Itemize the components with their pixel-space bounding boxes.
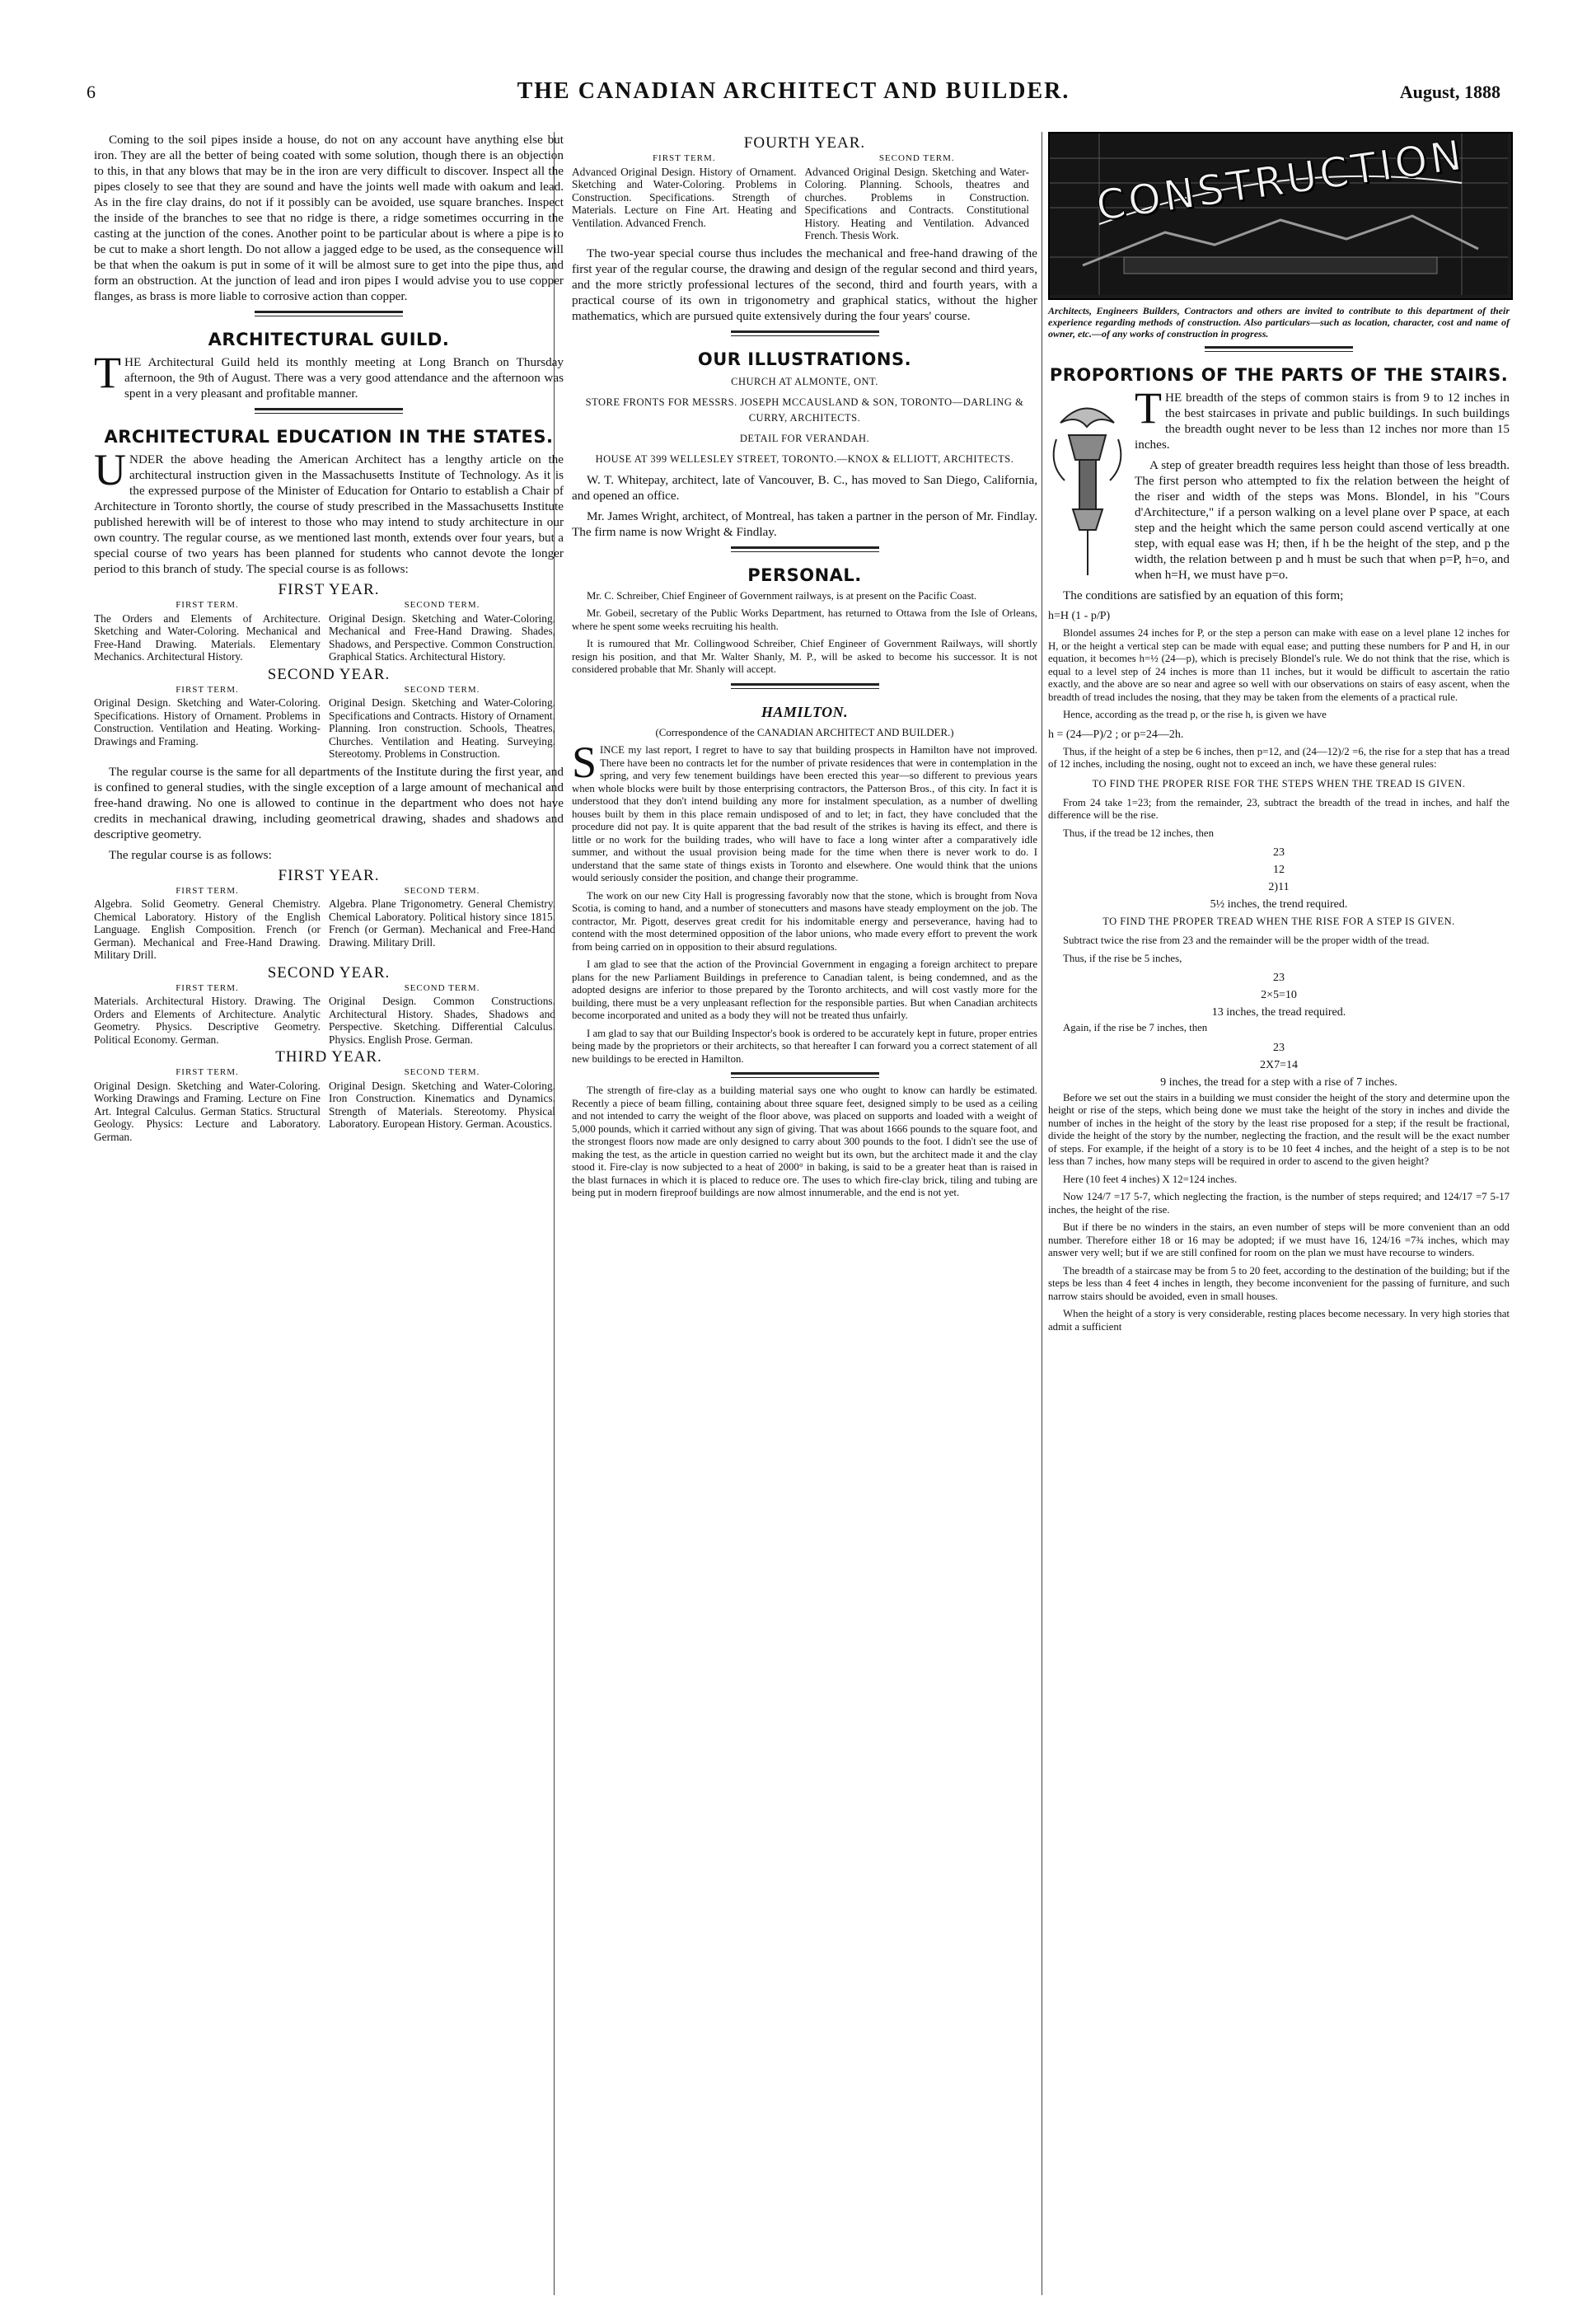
fireclay-paragraph: The strength of fire-clay as a building material says one who ought to know can hardly be estimated. Recently a piece of beam filling, containing about three square feet, designed simply to be used as a ceiling and not intended to carry the weight of the floor above, was placed on supports and loaded with a weight of 5,000 pounds, which it carried without any sign of giving. That was about 1666 pounds to the square foot, and the strongest floors now made are only designed to carry about 300 pounds to the foot. I didn't see the use of making the test, as the article in question carried no weight but its own, but the architect made it and the clay stood it. Fire-clay is now subjected to a heat of 2000° in baking, is said to be a greater heat than is raised in the blast furnaces in which it is placed to reduce ore. The uses to which fire-clay brick, tiling and tubing are being put in modern fireproof buildings are now almost innumerable, and the end is not yet. (572, 1085, 1037, 1198)
column-1 (94, 132, 564, 1146)
term-label: FIRST TERM. (176, 885, 239, 896)
stairs-paragraph: Thus, if the height of a step be 6 inches, then p=12, and (24—12)/2 =6, the rise for a step that has a tread of 12 inches, including the nosing, ought not to exceed an inch, we have these general rules: (1048, 745, 1510, 770)
course-table (94, 599, 564, 663)
stairs-paragraph: From 24 take 1=23; from the remainder, 23, subtract the breadth of the tread in inches, and half the difference will be the rise. (1048, 796, 1510, 821)
term-label: SECOND TERM. (404, 982, 480, 993)
term-label: FIRST TERM. (652, 153, 716, 163)
rule-heading: TO FIND THE PROPER TREAD WHEN THE RISE FOR A STEP IS GIVEN. (1102, 916, 1455, 927)
separator-rule (255, 311, 403, 316)
calc-line: 23 (1273, 1041, 1285, 1054)
hamilton-heading: HAMILTON. (761, 703, 849, 720)
rule-heading: TO FIND THE PROPER RISE FOR THE STEPS WHEN THE TREAD IS GIVEN. (1092, 777, 1466, 790)
regular-course-intro: The regular course is as follows: (109, 847, 272, 862)
regular-first-year: FIRST YEAR. (278, 866, 380, 884)
guild-heading: ARCHITECTURAL GUILD. (208, 330, 450, 349)
personal-item: Mr. C. Schreiber, Chief Engineer of Government railways, is at present on the Pacific Coast. (587, 589, 977, 602)
term-label: FIRST TERM. (176, 1067, 239, 1077)
term-subjects: Original Design. Sketching and Water-Coloring. Working Drawings and Framing. Lecture on Fine Art. Integral Calculus. German Statics. Structural Geology. Physics: Lecture and Laboratory. German. (94, 1079, 321, 1143)
illustrations-heading: OUR ILLUSTRATIONS. (697, 349, 912, 369)
term-subjects: Original Design. Sketching and Water-Coloring. Iron Construction. Kinematics and Dynamics. Strength of Materials. Stereotomy. Physical Laboratory. European History. German. Acoustics. (329, 1079, 555, 1130)
calc-line: 12 (1273, 864, 1285, 876)
hamilton-subheading: (Correspondence of the CANADIAN ARCHITECT AND BUILDER.) (655, 726, 954, 738)
separator-rule (731, 546, 879, 552)
stairs-paragraph: Hence, according as the tread p, or the rise h, is given we have (1063, 709, 1327, 720)
issue-date: August, 1888 (1399, 82, 1500, 102)
separator-rule (731, 1072, 879, 1078)
equation: h=H (1 - p/P) (1048, 610, 1111, 622)
page-header (87, 78, 1500, 111)
banner-caption: Architects, Engineers Builders, Contractors and others are invited to contribute to this department of their experience regarding methods of construction. Also particulars—such as location, character, cost and name of owner, etc.—of any works of construction in progress. (1048, 305, 1510, 340)
term-subjects: Original Design. Sketching and Water-Coloring. Specifications. History of Ornament. Problems in Construction. Ventilation and Heating. Working-Drawings and Framing. (94, 696, 321, 747)
course-table (94, 1066, 564, 1143)
whitepay-paragraph: W. T. Whitepay, architect, late of Vancouver, B. C., has moved to San Diego, California, and opened an office. (572, 472, 1037, 503)
hamilton-paragraph: I am glad to see that the action of the Provincial Government in engaging a foreign architect to prepare plans for the new Parliament Buildings in preference to Canadian talent, is being condemned, and as the adopted designs are inferior to those prepared by the Toronto architects, and will cost vastly more for the building, there must be a very unpleasant reflection for the responsible parties. But when Canadian architects become incorporated and united as a body they will not be treated thus unfairly. (572, 958, 1037, 1021)
personal-item: Mr. Gobeil, secretary of the Public Works Department, has returned to Ottawa from the Isle of Orleans, where he spent some weeks recruiting his health. (572, 607, 1037, 632)
calc-line: 2X7=14 (1259, 1058, 1298, 1071)
term-subjects: Original Design. Common Constructions. Architectural History. Shades, Shadows and Perspective. Sketching. Differential Calculus. Physics. English Prose. German. (329, 995, 555, 1046)
term-subjects: Original Design. Sketching and Water-Coloring. Mechanical and Free-Hand Drawing. Shades, Shadows, and Perspective. Common Construction. Graphical Statics. Architectural History. (329, 611, 555, 663)
regular-third-year: THIRD YEAR. (275, 1048, 382, 1066)
separator-rule (731, 683, 879, 689)
special-course-paragraph: The two-year special course thus includes the mechanical and free-hand drawing of the first year of the regular course, the drawing and design of the regular second and third years, and the more strictly professional lectures of the second, third and fourth years, with a practical course of its own in trigonometry and graphical statics, without the higher mathematics, which are pursued quite extensively during the four years' course. (572, 246, 1037, 323)
term-subjects: Original Design. Sketching and Water-Coloring. Specifications and Contracts. History of Ornament. Planning. Iron construction. Schools, Theatres, Churches. Ventilation and Heating. Surveying. Stereotomy. Problems in Construction. (329, 696, 555, 760)
stairs-paragraph: When the height of a story is very considerable, resting places become necessary. In very high stories that admit a sufficient (1048, 1308, 1510, 1333)
calc-line: 23 (1273, 846, 1285, 859)
term-label: FIRST TERM. (176, 600, 239, 610)
calc-line: 13 inches, the tread required. (1211, 1006, 1346, 1019)
regular-course-paragraph: The regular course is the same for all departments of the Institute during the first year, and is confined to general studies, with the single exception of a large amount of mechanical and free-hand drawing. No one is allowed to continue in the department who does not have credits in mechanical drawing, including geometrical drawing, shades and shadows and descriptive geometry. (94, 764, 564, 841)
guild-paragraph: THE Architectural Guild held its monthly meeting at Long Branch on Thursday afternoon, the 9th of August. There was a very good attendance and the afternoon was spent in a very pleasant and profitable manner. (94, 348, 564, 401)
regular-second-year: SECOND YEAR. (267, 963, 391, 982)
equation: h = (24—P)/2 ; or p=24—2h. (1048, 728, 1184, 741)
personal-item: It is rumoured that Mr. Collingwood Schreiber, Chief Engineer of Government Railways, will shortly resign his position, and that Mr. Walter Shanly, M. P., will be asked to become his successor. It is not considered probable that Mr. Shanly will accept. (572, 638, 1037, 675)
separator-rule (255, 408, 403, 414)
stairs-paragraph: THE breadth of the steps of common stairs is from 9 to 12 inches in the best staircases in private and public buildings. In such buildings the breadth ought never to be less than 12 inches nor more than 15 inches. (1135, 383, 1510, 452)
calc-line: 5½ inches, the trend required. (1210, 898, 1348, 911)
term-label: SECOND TERM. (404, 600, 480, 610)
personal-heading: PERSONAL. (747, 565, 862, 585)
term-subjects: Advanced Original Design. Sketching and Water-Coloring. Planning. Schools, theatres and churches. Problems in Construction. Specifications and Contracts. Constitutional History. Heating and Ventilation. Advanced French. Thesis Work. (804, 165, 1029, 241)
term-subjects: Algebra. Solid Geometry. General Chemistry. Chemical Laboratory. History of the English Language. English Composition. French (or German). Mechanical and Free-Hand Drawing. Military Drill. (94, 897, 321, 961)
term-subjects: Advanced Original Design. History of Ornament. Sketching and Water-Coloring. Problems in Construction. Specifications. Strength of Materials. Lecture on Fine Art. Heating and Ventilation. Advanced French. (572, 165, 797, 229)
hamilton-paragraph: I am glad to say that our Building Inspector's book is ordered to be accurately kept in future, proper entries being made by the proprietors or their architects, so that hereafter I can forward you a correct statement of all new buildings to be erected in Hamilton. (572, 1027, 1037, 1065)
term-label: SECOND TERM. (404, 1067, 480, 1077)
term-subjects: Materials. Architectural History. Drawing. The Orders and Elements of Architecture. Analytic Geometry. Physics. Descriptive Geometry. Political Economy. German. (94, 995, 321, 1046)
fourth-year: FOURTH YEAR. (743, 134, 866, 152)
column-2 (560, 132, 1049, 1205)
calc-line: 2×5=10 (1261, 989, 1297, 1001)
stairs-paragraph: Here (10 feet 4 inches) X 12=124 inches. (1063, 1173, 1238, 1185)
illustration-item: HOUSE AT 399 WELLESLEY STREET, TORONTO.—KNOX & ELLIOTT, ARCHITECTS. (595, 452, 1014, 465)
separator-rule (731, 330, 879, 336)
stairs-paragraph: The breadth of a staircase may be from 5 to 20 feet, according to the destination of the building; but if the steps be less than 4 feet 4 inches in length, they become inconvenient for the passing of furniture, and such narrow stairs should be avoided, even in small houses. (1048, 1264, 1510, 1302)
masthead-title: THE CANADIAN ARCHITECT AND BUILDER. (517, 78, 1070, 104)
course-table (94, 885, 564, 962)
term-label: SECOND TERM. (404, 885, 480, 896)
term-label: FIRST TERM. (176, 684, 239, 695)
course-table (572, 152, 1037, 242)
term-label: SECOND TERM. (878, 153, 955, 163)
wright-paragraph: Mr. James Wright, architect, of Montreal, has taken a partner in the person of Mr. Findlay. The firm name is now Wright & Findlay. (572, 508, 1037, 539)
separator-rule (1205, 346, 1353, 352)
special-second-year: SECOND YEAR. (267, 665, 391, 683)
soil-pipes-paragraph: Coming to the soil pipes inside a house, do not on any account have anything else but iron. They are all the better of being coated with some solution, though there is an objection to this, in that any blows that may be in the iron are very difficult to discover. Inspect all the pipes closely to see that they are sound and have the joints well made with oakum and lead. As in the fire clay drains, do not if it possibly can be avoided, use square branches. Inspect the inside of the branches to see that no ridge is there, a ridge sometimes occurring in the casting at the junction of the cones. Another point to be particular about is where a pipe is to be cut to make a short length. Do not allow a jagged edge to be used, as the consequence will be that when the oakum is put in some of it will be almost sure to get into the pipe thus, and form an obstruction. At the junction of lead and iron pipes I would advise you to use copper flanges, as brass is more liable to corrosive action than copper. (94, 133, 564, 303)
hamilton-paragraph: The work on our new City Hall is progressing favorably now that the stone, which is brought from Nova Scotia, is coming to hand, and a number of stonecutters and masons have steady employment on the job. The contractor, Mr. Pigott, deserves great credit for his indomitable energy and perseverance, having had to contend with the most determined opposition of the labor unions, who made every effort to prevent the work from being carried on in opposition to their absurd regulations. (572, 889, 1037, 953)
education-paragraph: UNDER the above heading the American Architect has a lengthy article on the architectural instruction given in the Massachusetts Institute of Technology. As it is the expressed purpose of the Minister of Education for Ontario to establish a Chair of Architecture in Toronto shortly, the course of study prescribed in the Massachusetts Institute published herewith will be of interest to those who may intend to study architecture in our own country. The regular course, as we mentioned last month, extends over four years, but a special course of two years has been planned for students who cannot devote the longer period to this branch of study. The special course is as follows: (94, 445, 564, 576)
stairs-paragraph: The conditions are satisfied by an equation of this form; (1063, 588, 1344, 602)
example-text: Thus, if the tread be 12 inches, then (1063, 827, 1215, 839)
construction-banner-title: CONSTRUCTION (1093, 130, 1468, 231)
term-subjects: Algebra. Plane Trigonometry. General Chemistry. Chemical Laboratory. Political history since 1815. French (or German). Mechanical and Free-Hand Drawing. Military Drill. (329, 897, 555, 949)
term-label: SECOND TERM. (404, 684, 480, 695)
illustration-item: CHURCH AT ALMONTE, ONT. (731, 375, 878, 387)
special-first-year: FIRST YEAR. (278, 581, 380, 598)
example-text: Again, if the rise be 7 inches, then (1063, 1022, 1208, 1033)
hamilton-paragraph: SINCE my last report, I regret to have to say that building prospects in Hamilton have not improved. There have been no contracts let for the number of private residences that were in contemplation in the spring, and very few tenement buildings have been erected this year—so different to previous years when whole blocks were built by those enterprising contractors, the Patterson Bros., of this city. In fact it is understood that they don't intend building any more for instalment speculation, as a number of dwelling houses built by them in this place remain undisposed of and to let; in fact, they have concluded that the procedure did not pay. It is quite apparent that the bad result of the strikes is having its effect, and there is little or no work for the building trades, who will have to face a long winter after a comparatively idle summer, and without the usual provision being made for the time when there is never work to do. I understand that the same state of things exists in Toronto and elsewhere. One would think that the unions would seriously consider the position, and change their programme. (572, 738, 1037, 883)
page-number: 6 (87, 82, 96, 102)
stairs-paragraph: Subtract twice the rise from 23 and the remainder will be the proper width of the tread. (1063, 935, 1430, 946)
stair-newel-illustration (1048, 390, 1126, 579)
stairs-paragraph: Before we set out the stairs in a building we must consider the height of the story and determine upon the height or rise of the steps, which being done we must take the height of the story in inches and divide the number of inches in the height of the story by the least rise proposed for a step; if the result be fractional, divide the height of the story by the number, neglecting the fraction, and the result will be the exact number of steps. For example, if the height of a story is to be 10 feet 4 inches, and the height of a step is to be not less than 7 inches, how many steps will be required in order to ascend to the given height? (1048, 1091, 1510, 1167)
illustration-item: STORE FRONTS FOR MESSRS. JOSEPH MCCAUSLAND & SON, TORONTO—DARLING & CURRY, ARCHITECTS. (585, 396, 1024, 424)
illustration-item: DETAIL FOR VERANDAH. (739, 432, 870, 444)
term-subjects: The Orders and Elements of Architecture. Sketching and Water-Coloring. Mechanical and Free-Hand Drawing. Materials. Elementary Mechanics. Architectural History. (94, 611, 321, 663)
stairs-paragraph: But if there be no winders in the stairs, an even number of steps will be more convenient than an odd number. Therefore either 18 or 16 may be adopted; if we must have 16, 124/16 =7¾ inches, which may answer very well; but if we are still confined for room on the plan we must have recourse to winders. (1048, 1221, 1510, 1258)
calc-line: 2)11 (1268, 881, 1290, 893)
course-table (94, 684, 564, 761)
example-text: Thus, if the rise be 5 inches, (1063, 952, 1182, 964)
stairs-paragraph: Now 124/7 =17 5-7, which neglecting the fraction, is the number of steps required; and 124/17 =7 5-17 inches, the height of the rise. (1048, 1191, 1510, 1216)
stairs-paragraph: A step of greater breadth requires less height than those of less breadth. The first person who attempted to fix the relation between the height of the riser and width of the steps was Mons. Blondel, in his "Cours d'Architecture," if a person walking on a level plane over P space, at each step and the height which the same person could ascend vertically at one step, with equal ease was H; then, if h be the height of the step, and p the width, the relation between p and h must be such that when p=P, h=o, and when h=H, we must have p=o. (1135, 458, 1510, 582)
calc-line: 9 inches, the tread for a step with a rise of 7 inches. (1160, 1075, 1397, 1089)
education-heading: ARCHITECTURAL EDUCATION IN THE STATES. (104, 427, 554, 447)
column-3 (1048, 132, 1510, 1338)
stairs-paragraph: Blondel assumes 24 inches for P, or the step a person can make with ease on a level plane 12 inches for H, or the height a vertical step can be made with equal ease; and putting these numbers for P and H, in our equation, it becomes h=½ (24—p), which is precisely Blondel's rule. We do not think that the rise, which is equal to a level step of 24 inches is more than 11 inches, but it would be difficult to ascertain the ratio exactly, and the above are so near and agree so well with our observations on stairs of easy ascent, when the breadth of tread includes the nosing, that they may be taken from the elements of a practical rule. (1048, 627, 1510, 703)
calc-line: 23 (1273, 972, 1285, 984)
stairs-heading: PROPORTIONS OF THE PARTS OF THE STAIRS. (1049, 365, 1509, 385)
construction-department-banner (1048, 132, 1513, 300)
course-table (94, 982, 564, 1047)
term-label: FIRST TERM. (176, 982, 239, 993)
